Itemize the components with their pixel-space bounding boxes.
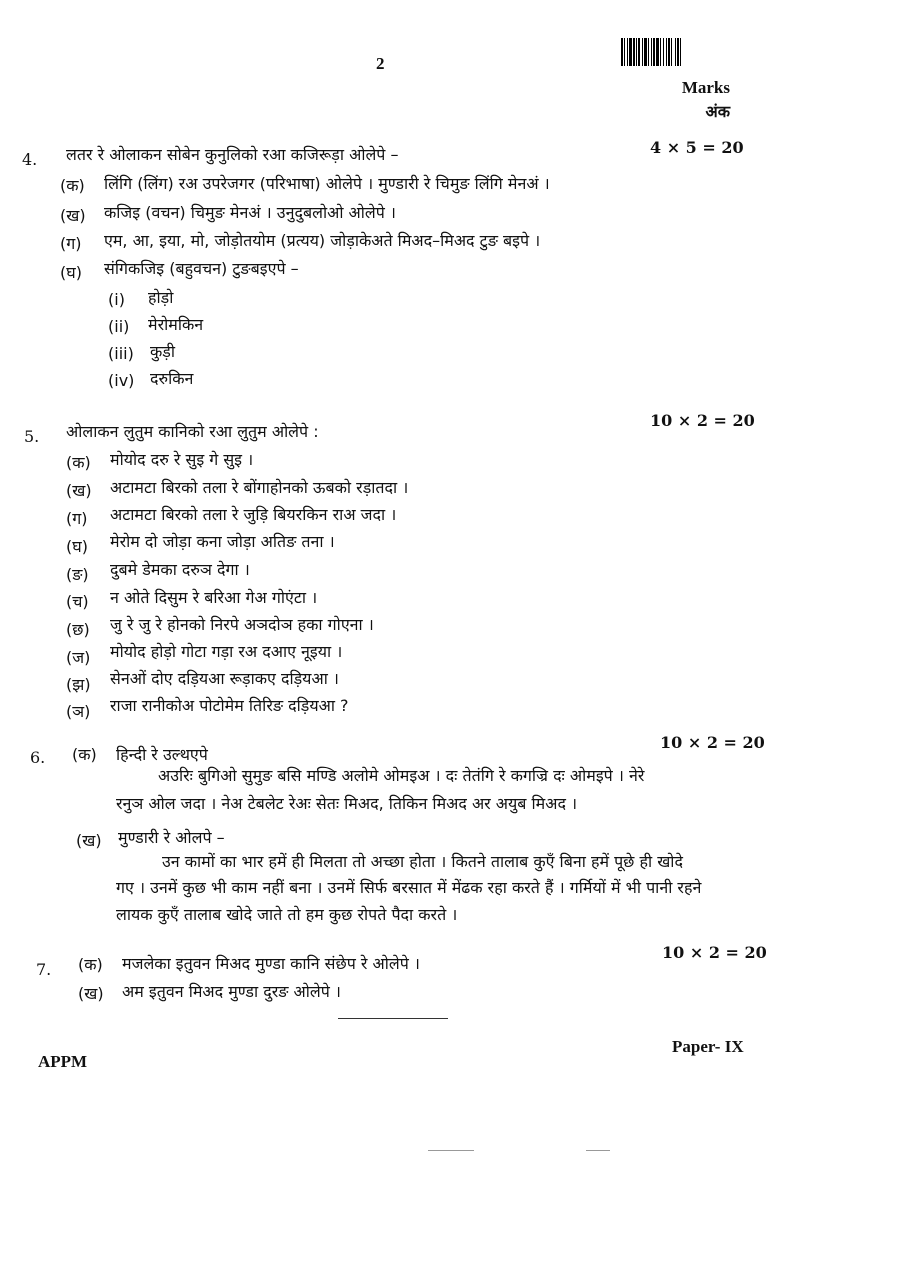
question-7-marks: 10 × 2 = 20: [662, 943, 767, 962]
page-number: 2: [376, 54, 385, 73]
q6a-label: (क): [72, 745, 97, 764]
q5-item-text: मेरोम दो जोड़ा कना जोड़ा अतिङ तना ।: [110, 532, 335, 551]
q6b-passage-line: गए । उनमें कुछ भी काम नहीं बना । उनमें सिर्फ बरसात में मेंढक रहा करते हैं । गर्मियों में भी पानी रहने: [116, 878, 702, 897]
q4-item-text: संगिकजिइ (बहुवचन) टुङबइएपे –: [104, 259, 299, 278]
q5-item-text: अटामटा बिरको तला रे बोंगाहोनको ऊबको रड़ातदा ।: [110, 478, 409, 497]
q5-item-label: (च): [66, 592, 89, 611]
q6a-title: हिन्दी रे उल्थएपे: [116, 745, 208, 764]
q4-subitem-label: (iv): [108, 371, 135, 390]
q4-item-label: (ख): [60, 206, 86, 225]
q5-item-text: दुबमे डेमका दरुञ देगा ।: [110, 560, 250, 579]
marks-column-label: Marks: [681, 78, 730, 97]
q4-item-text: एम, आ, इया, मो, जोड़ोतयोम (प्रत्यय) जोड़ाकेअते मिअद–मिअद टुङ बइपे ।: [104, 231, 541, 250]
q4-item-text: कजिइ (वचन) चिमुङ मेनअं । उनुदुबलोओ ओलेपे ।: [104, 203, 396, 222]
q5-item-text: न ओते दिसुम रे बरिआ गेअ गोएंटा ।: [110, 588, 318, 607]
q6b-passage-line: लायक कुएँ तालाब खोदे जाते तो हम कुछ रोपते पैदा करते ।: [116, 905, 458, 924]
question-5-text: ओलाकन लुतुम कानिको रआ लुतुम ओलेपे :: [66, 422, 319, 441]
q7-item-text: अम इतुवन मिअद मुण्डा दुरङ ओलेपे ।: [122, 982, 341, 1001]
q5-item-label: (ग): [66, 509, 88, 528]
q5-item-label: (घ): [66, 537, 88, 556]
q5-item-label: (क): [66, 453, 91, 472]
q4-subitem-text: दरुकिन: [150, 369, 194, 388]
q5-item-label: (झ): [66, 675, 91, 694]
q5-item-text: मोयोद होड़ो गोटा गड़ा रअ दआए नूइया ।: [110, 642, 343, 661]
q7-item-label: (क): [78, 955, 103, 974]
paper-label: Paper- IX: [672, 1037, 744, 1056]
q4-subitem-text: मेरोमकिन: [148, 315, 204, 334]
q5-item-label: (ङ): [66, 565, 89, 584]
question-4-number: 4.: [22, 150, 38, 169]
barcode: [621, 38, 728, 66]
q4-item-label: (घ): [60, 263, 82, 282]
q4-subitem-label: (iii): [108, 344, 134, 363]
q4-item-label: (ग): [60, 234, 82, 253]
question-4-marks: 4 × 5 = 20: [650, 138, 744, 157]
q6a-passage-line: अउरिः बुगिओ सुमुङ बसि मण्डि अलोमे ओमइअ । दः तेतंगि रे कगज्रि दः ओमइपे । नेरे: [158, 766, 645, 785]
q5-item-label: (ञ): [66, 702, 91, 721]
question-5-marks: 10 × 2 = 20: [650, 411, 755, 430]
appm-code: APPM: [38, 1052, 88, 1071]
question-4-text: लतर रे ओलाकन सोबेन कुनुलिको रआ कजिरूड़ा ओलेपे –: [66, 145, 399, 164]
q5-item-label: (ख): [66, 481, 92, 500]
end-rule: [338, 1018, 448, 1019]
q6b-label: (ख): [76, 831, 102, 850]
question-6-marks: 10 × 2 = 20: [660, 733, 765, 752]
scan-mark: [428, 1150, 474, 1151]
q7-item-label: (ख): [78, 984, 104, 1003]
q4-item-text: लिंगि (लिंग) रअ उपरेजगर (परिभाषा) ओलेपे । मुण्डारी रे चिमुङ लिंगि मेनअं ।: [104, 174, 550, 193]
marks-column-label-hindi: अंक: [705, 102, 730, 121]
q5-item-text: अटामटा बिरको तला रे जुड़ि बियरकिन राअ जदा ।: [110, 505, 397, 524]
question-5-number: 5.: [24, 427, 40, 446]
question-6-number: 6.: [30, 748, 46, 767]
q5-item-label: (छ): [66, 620, 90, 639]
q4-subitem-label: (i): [108, 290, 125, 309]
q4-item-label: (क): [60, 176, 85, 195]
q6b-title: मुण्डारी रे ओलपे –: [118, 828, 225, 847]
q4-subitem-label: (ii): [108, 317, 130, 336]
q5-item-text: सेनओं दोए दड़ियआ रूड़ाकए दड़ियआ ।: [110, 669, 339, 688]
q6a-passage-line: रनुञ ओल जदा । नेअ टेबलेट रेअः सेतः मिअद, तिकिन मिअद अर अयुब मिअद ।: [116, 794, 578, 813]
q4-subitem-text: कुड़ी: [150, 342, 175, 361]
q7-item-text: मजलेका इतुवन मिअद मुण्डा कानि संछेप रे ओलेपे ।: [122, 954, 420, 973]
q5-item-label: (ज): [66, 648, 91, 667]
q6b-passage-line: उन कामों का भार हमें ही मिलता तो अच्छा होता । कितने तालाब कुएँ बिना हमें पूछे ही खोदे: [162, 852, 683, 871]
q5-item-text: राजा रानीकोअ पोटोमेम तिरिङ दड़ियआ ?: [110, 696, 349, 715]
q4-subitem-text: होड़ो: [148, 288, 174, 307]
q5-item-text: मोयोद दरु रे सुइ गे सुइ ।: [110, 450, 254, 469]
question-7-number: 7.: [36, 960, 52, 979]
scan-mark: [586, 1150, 610, 1151]
q5-item-text: जु रे जु रे होनको निरपे अञदोञ हका गोएना ।: [110, 615, 374, 634]
